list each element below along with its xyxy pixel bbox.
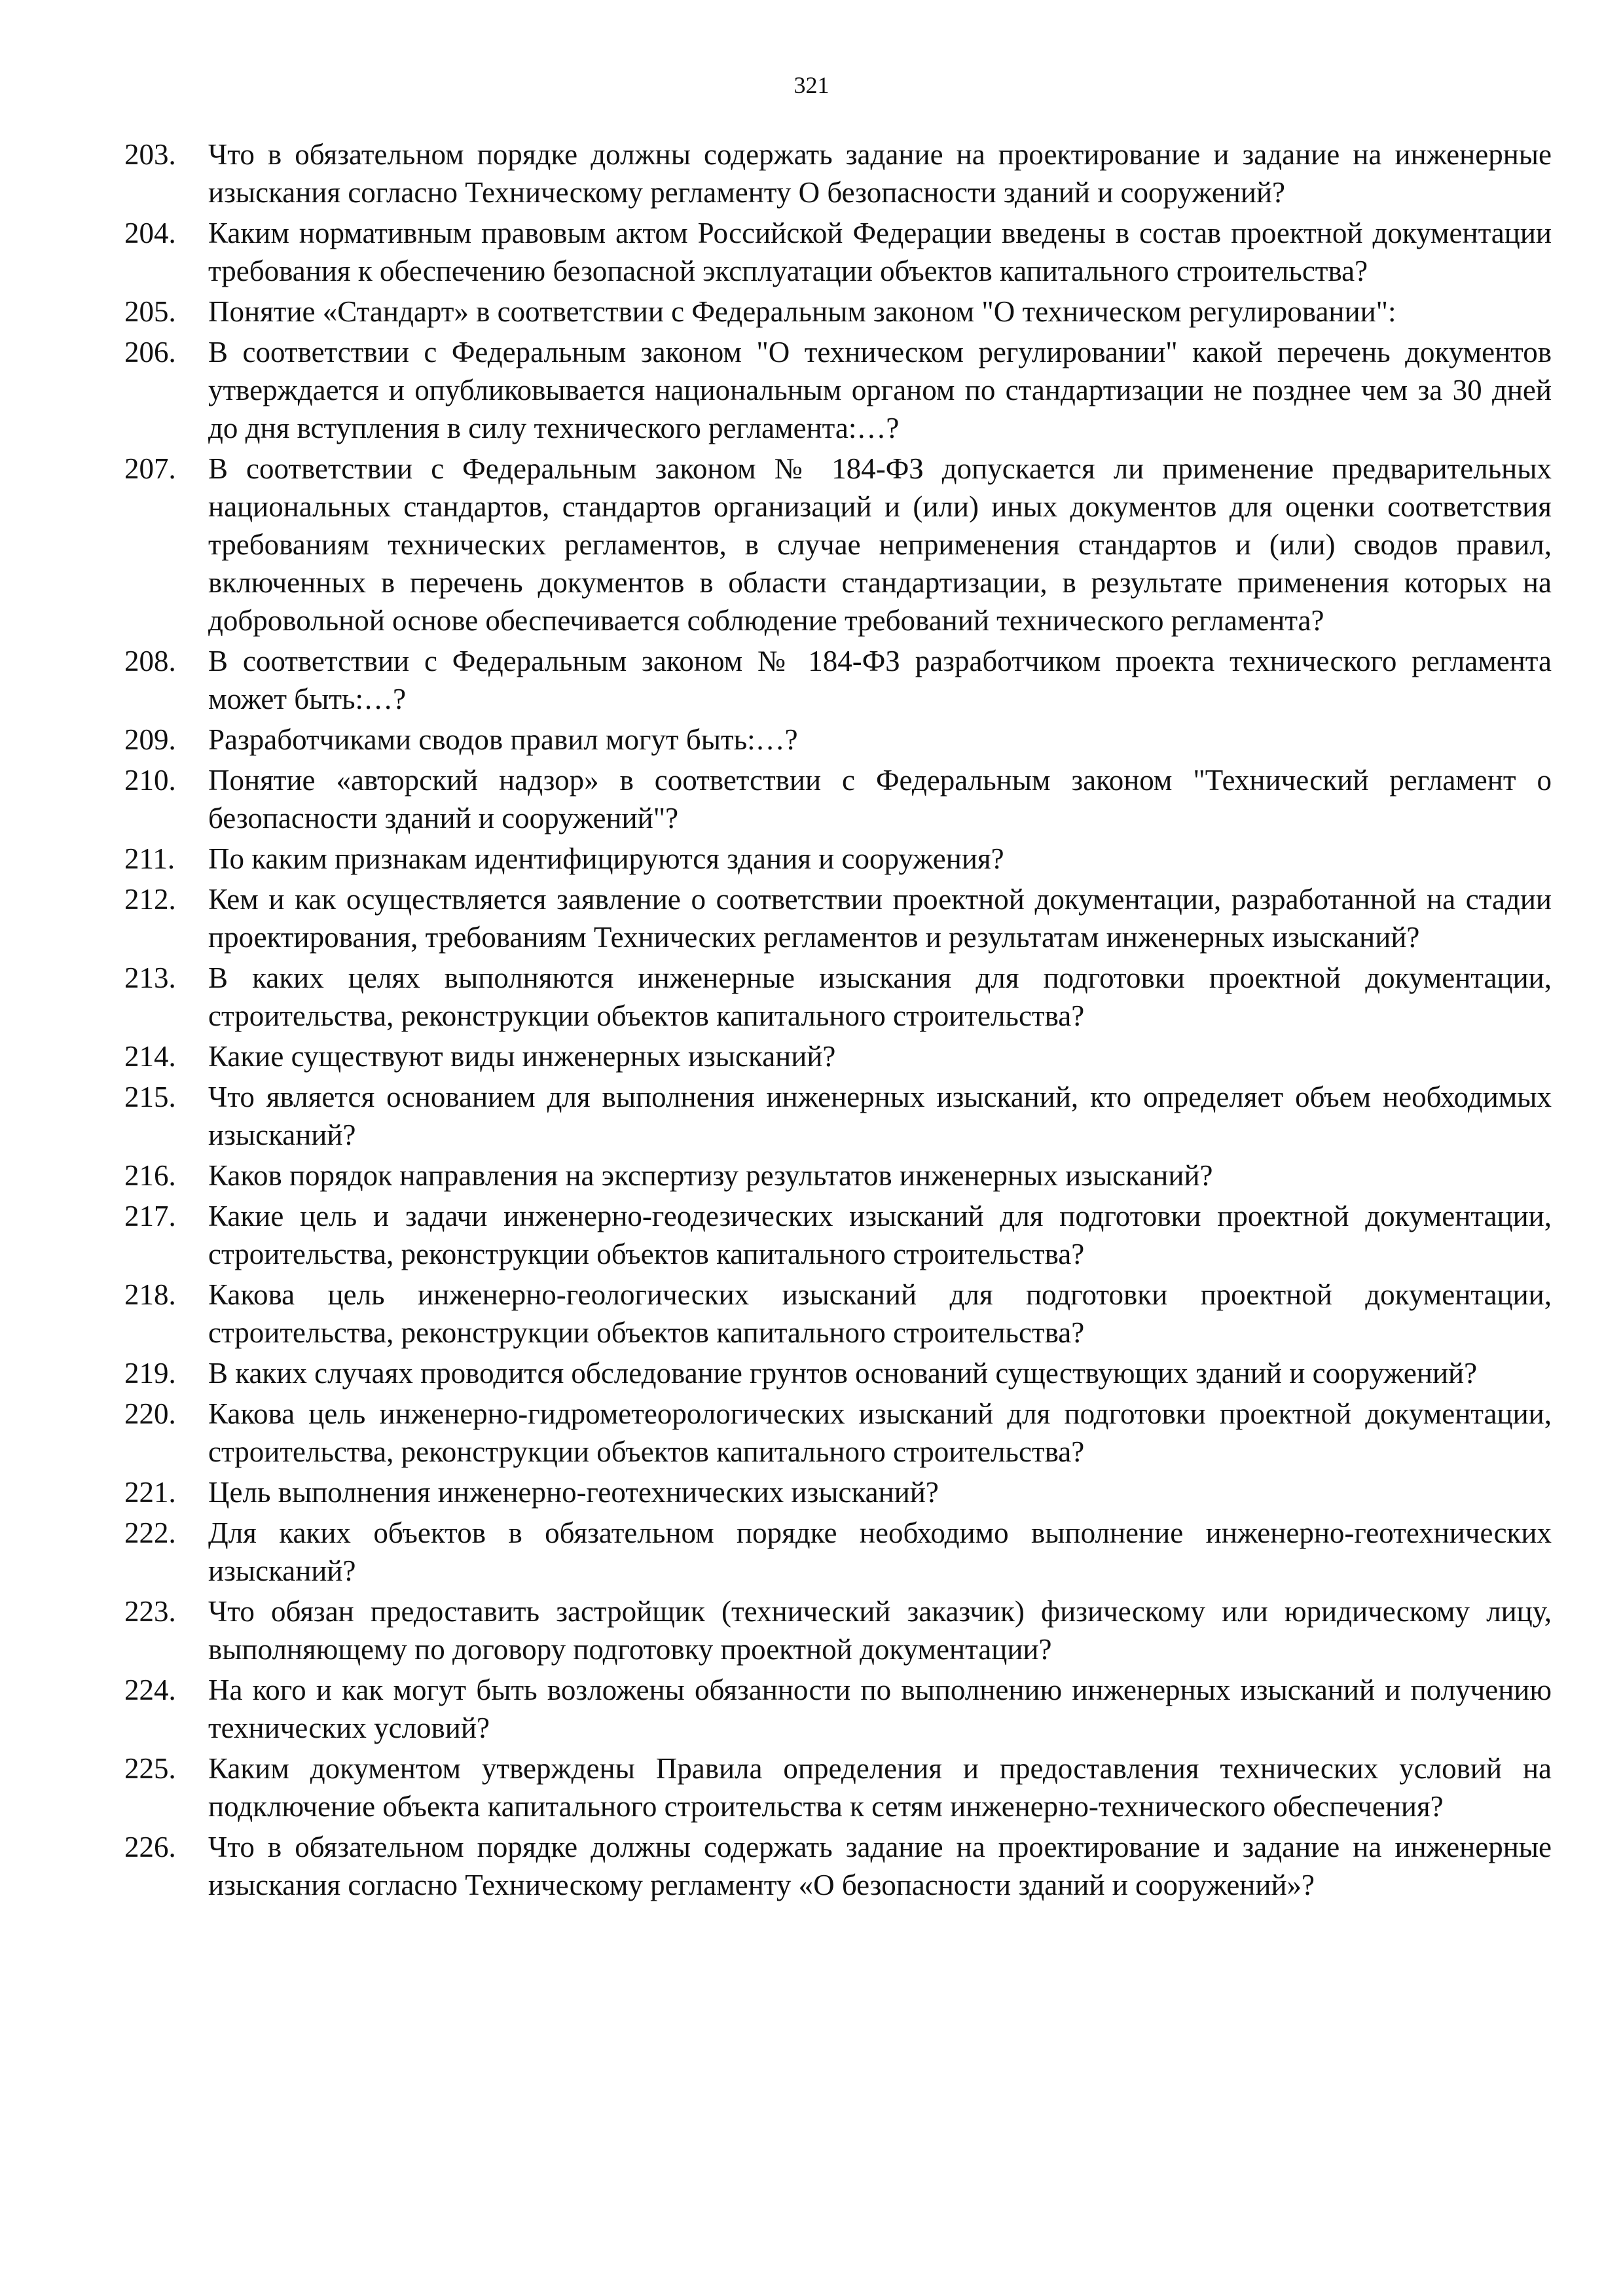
question-text: В соответствии с Федеральным законом № 184-ФЗ разработчиком проекта технического регламента может быть:…? <box>208 645 1552 715</box>
question-number: 214. <box>124 1040 176 1073</box>
question-text: В соответствии с Федеральным законом "О техническом регулировании" какой перечень документов утверждается и опубликовывается национальным органом по стандартизации не позднее чем за 30 дней до дня вступления в силу технического регламента:…? <box>208 336 1552 444</box>
question-text: Что является основанием для выполнения инженерных изысканий, кто определяет объем необходимых изысканий? <box>208 1081 1552 1151</box>
question-item <box>124 1157 1552 1194</box>
question-number: 206. <box>124 336 176 368</box>
question-number: 210. <box>124 764 176 797</box>
question-item <box>124 1037 1552 1075</box>
question-number: 213. <box>124 961 176 994</box>
question-number: 221. <box>124 1476 176 1509</box>
question-item <box>124 1592 1552 1668</box>
question-text: Что в обязательном порядке должны содержать задание на проектирование и задание на инженерные изыскания согласно Техническому регламенту О безопасности зданий и сооружений? <box>208 138 1552 209</box>
question-number: 220. <box>124 1397 176 1430</box>
question-text: Разработчиками сводов правил могут быть:…? <box>208 723 798 756</box>
question-item <box>124 1276 1552 1352</box>
question-number: 203. <box>124 138 176 171</box>
question-item <box>124 959 1552 1035</box>
question-number: 212. <box>124 883 176 916</box>
question-number: 222. <box>124 1516 176 1549</box>
question-item <box>124 840 1552 878</box>
question-item <box>124 1514 1552 1590</box>
question-number: 211. <box>124 842 175 875</box>
question-text: Понятие «Стандарт» в соответствии с Федеральным законом "О техническом регулировании": <box>208 295 1396 328</box>
question-number: 204. <box>124 217 176 249</box>
question-text: Для каких объектов в обязательном порядке необходимо выполнение инженерно-геотехнических изысканий? <box>208 1516 1552 1587</box>
question-item <box>124 1197 1552 1273</box>
question-item <box>124 450 1552 639</box>
question-number: 226. <box>124 1831 176 1863</box>
question-item <box>124 1354 1552 1392</box>
question-item <box>124 293 1552 331</box>
question-text: В каких случаях проводится обследование грунтов оснований существующих зданий и сооружений? <box>208 1357 1478 1390</box>
question-number: 223. <box>124 1595 176 1628</box>
question-item <box>124 135 1552 211</box>
question-item <box>124 333 1552 447</box>
question-number: 216. <box>124 1159 176 1192</box>
question-item <box>124 880 1552 956</box>
question-text: Каков порядок направления на экспертизу результатов инженерных изысканий? <box>208 1159 1213 1192</box>
question-text: Каким документом утверждены Правила определения и предоставления технических условий на подключение объекта капитального строительства к сетям инженерно-технического обеспечения? <box>208 1752 1552 1823</box>
question-number: 225. <box>124 1752 176 1785</box>
question-number: 209. <box>124 723 176 756</box>
question-item <box>124 721 1552 759</box>
question-number: 215. <box>124 1081 176 1113</box>
question-number: 217. <box>124 1200 176 1232</box>
question-text: Что обязан предоставить застройщик (технический заказчик) физическому или юридическому лицу, выполняющему по договору подготовку проектной документации? <box>208 1595 1552 1666</box>
question-text: Каким нормативным правовым актом Российской Федерации введены в состав проектной документации требования к обеспечению безопасной эксплуатации объектов капитального строительства? <box>208 217 1552 287</box>
question-text: Какова цель инженерно-геологических изысканий для подготовки проектной документации, строительства, реконструкции объектов капитального строительства? <box>208 1278 1552 1349</box>
question-item <box>124 1078 1552 1154</box>
page-number: 321 <box>793 72 830 98</box>
question-text: Какие существуют виды инженерных изысканий? <box>208 1040 836 1073</box>
question-text: В каких целях выполняются инженерные изыскания для подготовки проектной документации, строительства, реконструкции объектов капитального строительства? <box>208 961 1552 1032</box>
question-item <box>124 1671 1552 1747</box>
question-item <box>124 761 1552 837</box>
question-text: На кого и как могут быть возложены обязанности по выполнению инженерных изысканий и получению технических условий? <box>208 1674 1552 1744</box>
question-text: В соответствии с Федеральным законом № 184-ФЗ допускается ли применение предварительных национальных стандартов, стандартов организаций и (или) иных документов для оценки соответствия требованиям технических регламентов, в случае неприменения стандартов и (или) сводов правил, включенных в перечень документов в области стандартизации, в результате применения которых на добровольной основе обеспечивается соблюдение требований технического регламента? <box>208 452 1552 637</box>
question-item <box>124 1828 1552 1904</box>
question-item <box>124 642 1552 718</box>
question-item <box>124 1749 1552 1825</box>
question-item <box>124 1473 1552 1511</box>
question-number: 218. <box>124 1278 176 1311</box>
question-text: Понятие «авторский надзор» в соответствии с Федеральным законом "Технический регламент о безопасности зданий и сооружений"? <box>208 764 1552 834</box>
question-text: Какова цель инженерно-гидрометеорологических изысканий для подготовки проектной документации, строительства, реконструкции объектов капитального строительства? <box>208 1397 1552 1468</box>
question-number: 205. <box>124 295 176 328</box>
question-number: 219. <box>124 1357 176 1390</box>
question-text: Цель выполнения инженерно-геотехнических изысканий? <box>208 1476 939 1509</box>
question-item <box>124 1395 1552 1471</box>
question-text: Что в обязательном порядке должны содержать задание на проектирование и задание на инженерные изыскания согласно Техническому регламенту «О безопасности зданий и сооружений»? <box>208 1831 1552 1901</box>
question-text: Кем и как осуществляется заявление о соответствии проектной документации, разработанной на стадии проектирования, требованиям Технических регламентов и результатам инженерных изысканий? <box>208 883 1552 954</box>
question-item <box>124 214 1552 290</box>
question-list <box>124 135 1552 1907</box>
question-number: 207. <box>124 452 176 485</box>
question-number: 224. <box>124 1674 176 1706</box>
question-number: 208. <box>124 645 176 677</box>
question-text: По каким признакам идентифицируются здания и сооружения? <box>208 842 1004 875</box>
question-text: Какие цель и задачи инженерно-геодезических изысканий для подготовки проектной документации, строительства, реконструкции объектов капитального строительства? <box>208 1200 1552 1270</box>
